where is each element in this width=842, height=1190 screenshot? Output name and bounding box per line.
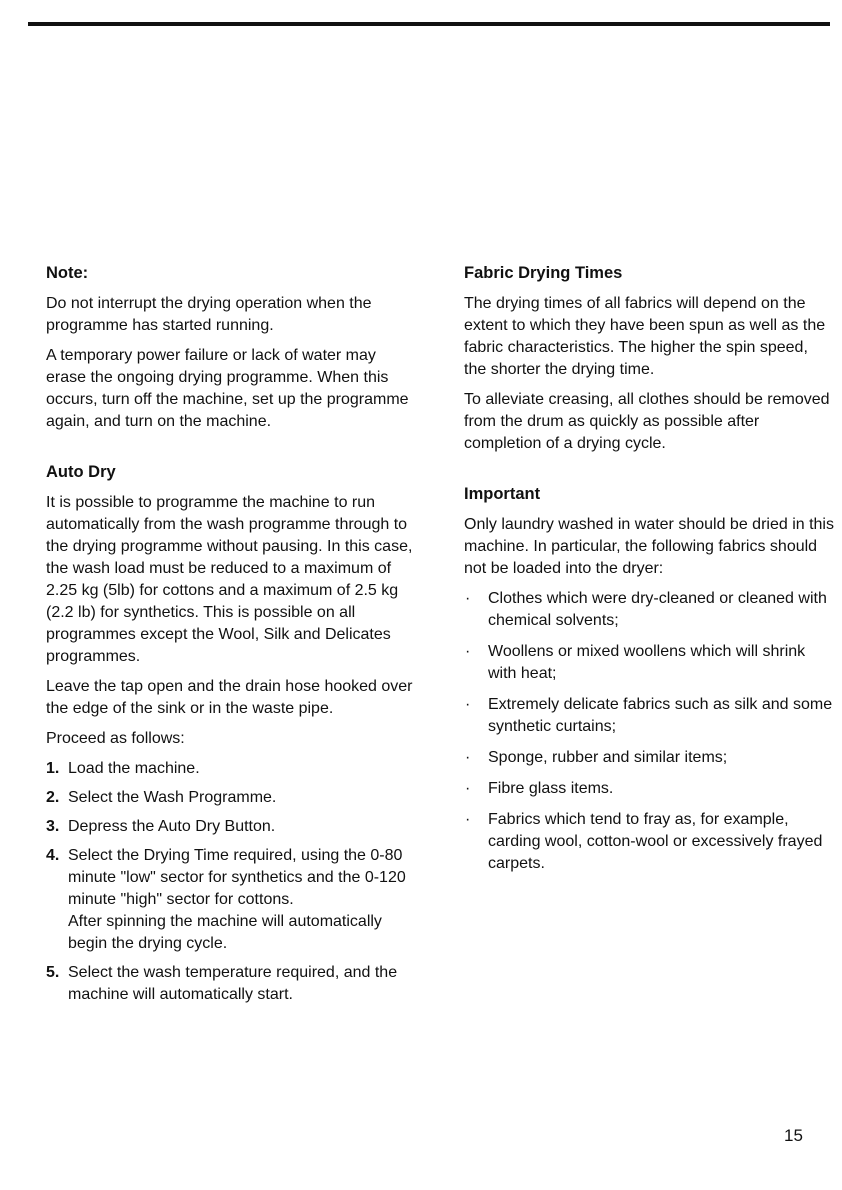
bullet-text: Extremely delicate fabrics such as silk and some synthetic curtains;	[488, 696, 833, 735]
fabric-drying-section	[464, 262, 834, 455]
step-item	[46, 962, 418, 1006]
fabric-bullet-list	[464, 588, 834, 875]
bullet-item	[464, 778, 834, 800]
note-heading: Note:	[46, 264, 89, 282]
step-number: 4.	[46, 847, 60, 864]
bullet-dot: ·	[465, 643, 471, 660]
step-item	[46, 816, 418, 838]
step-text: Load the machine.	[68, 760, 200, 777]
auto-dry-section	[46, 461, 418, 1006]
steps-list	[46, 758, 418, 1006]
bullet-dot: ·	[465, 749, 471, 766]
bullet-dot: ·	[465, 811, 471, 828]
auto-dry-heading: Auto Dry	[46, 463, 116, 481]
step-text: Select the wash temperature required, and the machine will automatically start.	[68, 964, 398, 1003]
bullet-text: Fibre glass items.	[488, 780, 614, 797]
important-section	[464, 483, 834, 875]
top-rule	[28, 22, 830, 26]
bullet-text: Woollens or mixed woollens which will shrink with heat;	[488, 643, 806, 682]
auto-dry-paragraph: Proceed as follows:	[46, 730, 185, 747]
step-item	[46, 845, 418, 955]
note-paragraph: A temporary power failure or lack of water may erase the ongoing drying programme. When this occurs, turn off the machine, set up the programme again, and turn on the machine.	[46, 347, 409, 430]
bullet-text: Sponge, rubber and similar items;	[488, 749, 728, 766]
page-number: 15	[784, 1126, 803, 1145]
bullet-dot: ·	[465, 780, 471, 797]
bullet-text: Clothes which were dry-cleaned or cleaned with chemical solvents;	[488, 590, 827, 629]
fabric-drying-paragraph: The drying times of all fabrics will depend on the extent to which they have been spun as well as the fabric characteristics. The higher the spin speed, the shorter the drying time.	[464, 295, 826, 378]
step-number: 5.	[46, 964, 60, 981]
auto-dry-paragraph: It is possible to programme the machine to run automatically from the wash programme through to the drying programme without pausing. In this case, the wash load must be reduced to a maximum of 2.25 kg (5lb) for cottons and a maximum of 2.5 kg (2.2 lb) for synthetics. This is possible on all programmes except the Wool, Silk and Delicates programmes.	[46, 494, 413, 665]
bullet-item	[464, 641, 834, 685]
step-number: 2.	[46, 789, 60, 806]
bullet-item	[464, 809, 834, 875]
step-item	[46, 758, 418, 780]
fabric-drying-paragraph: To alleviate creasing, all clothes should be removed from the drum as quickly as possible after completion of a drying cycle.	[464, 391, 830, 452]
left-column	[46, 262, 418, 1013]
note-section	[46, 262, 418, 433]
bullet-text: Fabrics which tend to fray as, for example, carding wool, cotton-wool or excessively frayed carpets.	[488, 811, 823, 872]
bullet-dot: ·	[465, 590, 471, 607]
note-paragraph: Do not interrupt the drying operation when the programme has started running.	[46, 295, 372, 334]
auto-dry-paragraph: Leave the tap open and the drain hose hooked over the edge of the sink or in the waste pipe.	[46, 678, 413, 717]
step-text: Depress the Auto Dry Button.	[68, 818, 276, 835]
step-number: 3.	[46, 818, 60, 835]
bullet-item	[464, 747, 834, 769]
step-text: Select the Drying Time required, using the 0-80 minute "low" sector for synthetics and the 0-120 minute "high" sector for cottons.	[68, 847, 406, 908]
important-paragraph: Only laundry washed in water should be dried in this machine. In particular, the following fabrics should not be loaded into the dryer:	[464, 516, 834, 577]
bullet-item	[464, 588, 834, 632]
right-column	[464, 262, 834, 884]
important-heading: Important	[464, 485, 541, 503]
bullet-dot: ·	[465, 696, 471, 713]
step-number: 1.	[46, 760, 60, 777]
bullet-item	[464, 694, 834, 738]
step-extra-text: After spinning the machine will automatically begin the drying cycle.	[68, 913, 382, 952]
fabric-drying-heading: Fabric Drying Times	[464, 264, 623, 282]
step-text: Select the Wash Programme.	[68, 789, 277, 806]
step-item	[46, 787, 418, 809]
